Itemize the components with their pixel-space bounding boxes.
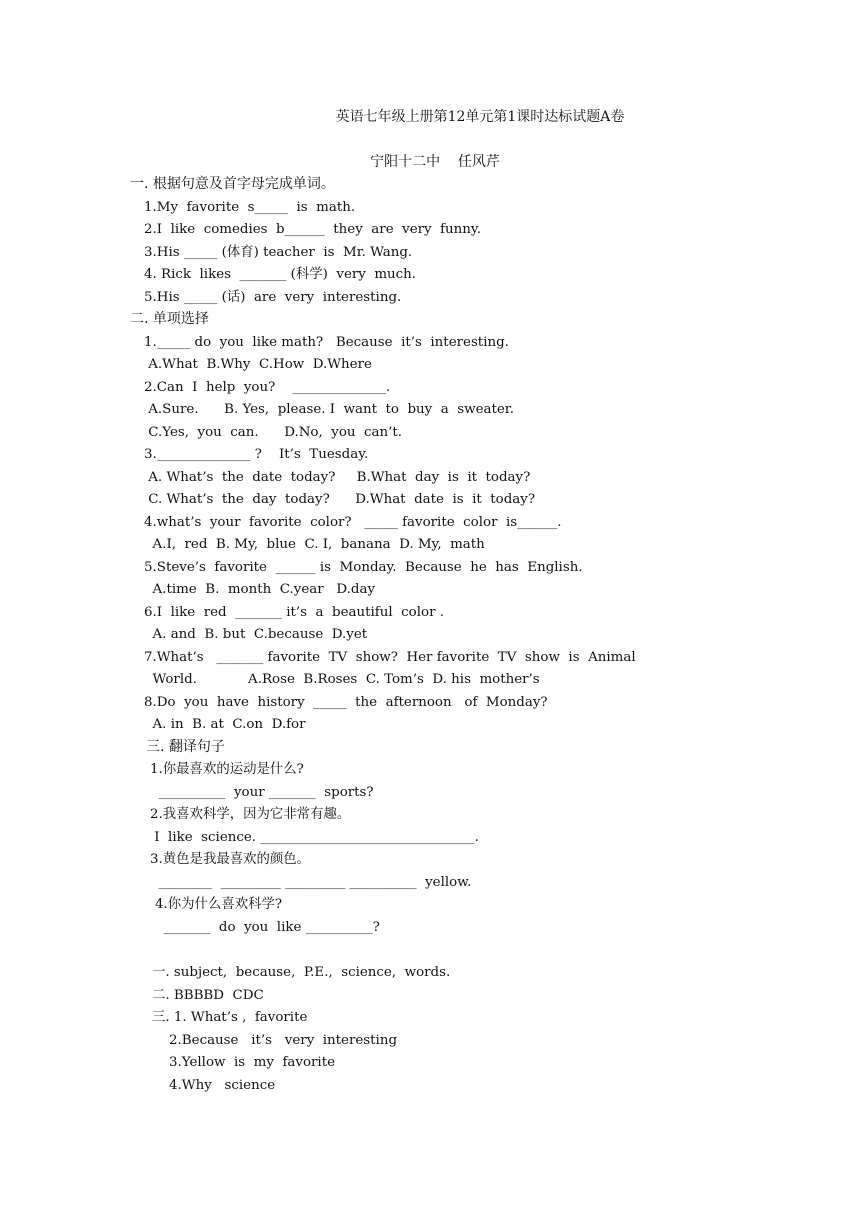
s3-line-5: 3.黄色是我最喜欢的颜色。 [150, 852, 311, 867]
document-title: 英语七年级上册第12单元第1课时达标试题A卷 [335, 109, 625, 125]
s2-line-18: A. in B. at C.on D.for [144, 717, 306, 732]
s3-line-2: __________ your _______ sports? [150, 785, 374, 800]
s1-item-2: 2.I like comedies b______ they are very funny. [144, 222, 481, 237]
s2-line-9: 4.what’s your favorite color? _____ favorite color is______. [144, 515, 562, 530]
s1-item-4: 4. Rick likes _______ (科学) very much. [144, 267, 417, 282]
s3-line-6: ________ _________ _________ __________ yellow. [150, 875, 472, 890]
s2-line-16: World. A.Rose B.Roses C. Tom’s D. his mother’s [144, 672, 540, 687]
answer-line-3: 三. 1. What’s , favorite [152, 1010, 308, 1025]
s2-line-6: 3.______________ ? It’s Tuesday. [144, 447, 369, 462]
answer-line-1: 一. subject, because, P.E., science, words. [152, 965, 451, 980]
section-3-heading: 三. 翻译句子 [146, 739, 225, 755]
s1-item-5: 5.His _____ (话) are very interesting. [144, 290, 402, 305]
s2-line-13: 6.I like red _______ it’s a beautiful color . [144, 605, 444, 620]
answer-line-4: 2.Because it’s very interesting [152, 1033, 398, 1048]
s2-line-3: 2.Can I help you? ______________. [144, 380, 391, 395]
s3-line-7: 4.你为什么喜欢科学? [155, 897, 283, 912]
s2-line-8: C. What’s the day today? D.What date is it today? [144, 492, 536, 507]
s3-line-3: 2.我喜欢科学，因为它非常有趣。 [150, 807, 351, 822]
s3-line-1: 1.你最喜欢的运动是什么? [150, 762, 304, 777]
s2-line-5: C.Yes, you can. D.No, you can’t. [144, 425, 403, 440]
s2-line-15: 7.What’s _______ favorite TV show? Her favorite TV show is Animal [144, 650, 636, 665]
s2-line-11: 5.Steve’s favorite ______ is Monday. Because he has English. [144, 560, 583, 575]
s2-line-12: A.time B. month C.year D.day [144, 582, 376, 597]
s1-item-3: 3.His _____ (体育) teacher is Mr. Wang. [144, 245, 413, 260]
s2-line-14: A. and B. but C.because D.yet [144, 627, 368, 642]
s2-line-10: A.I, red B. My, blue C. I, banana D. My, math [144, 537, 485, 552]
s2-line-4: A.Sure. B. Yes, please. I want to buy a sweater. [144, 402, 514, 417]
s2-line-2: A.What B.Why C.How D.Where [144, 357, 372, 372]
section-2-heading: 二. 单项选择 [130, 311, 209, 327]
answer-line-2: 二. BBBBD CDC [152, 988, 264, 1003]
s2-line-1: 1._____ do you like math? Because it’s interesting. [144, 335, 509, 350]
section-1-heading: 一. 根据句意及首字母完成单词。 [130, 176, 335, 192]
answer-line-6: 4.Why science [152, 1078, 276, 1093]
answer-line-5: 3.Yellow is my favorite [152, 1055, 336, 1070]
s1-item-1: 1.My favorite s_____ is math. [144, 200, 356, 215]
document-author: 宁阳十二中 任风芹 [370, 154, 500, 170]
s2-line-7: A. What’s the date today? B.What day is it today? [144, 470, 531, 485]
s2-line-17: 8.Do you have history _____ the afternoon of Monday? [144, 695, 548, 710]
s3-line-4: I like science. ________________________________. [150, 830, 479, 845]
s3-line-8: _______ do you like __________? [155, 920, 380, 935]
